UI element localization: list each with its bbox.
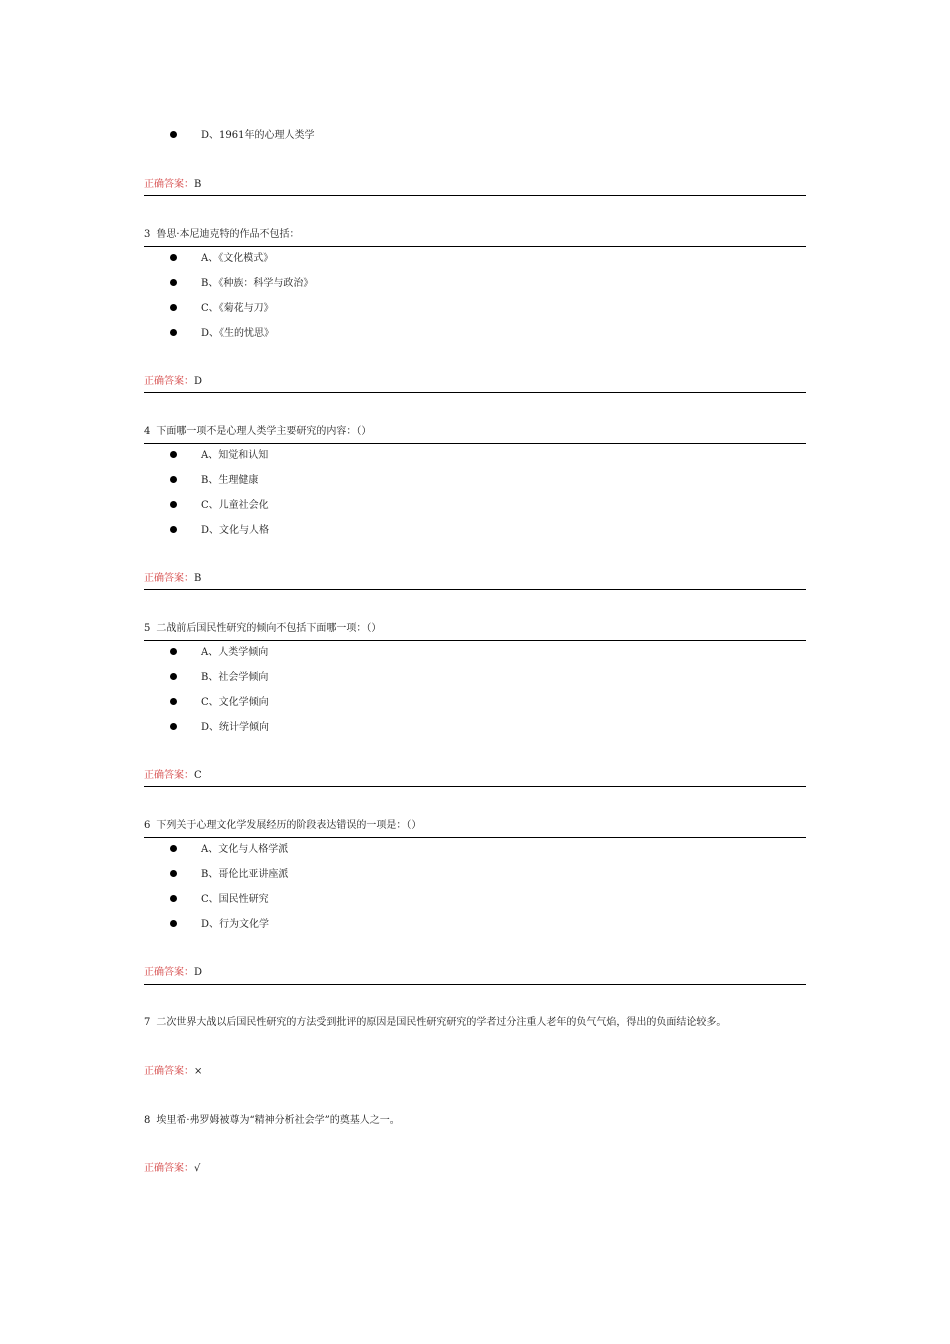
question-text: 下面哪一项不是心理人类学主要研究的内容：（） [156, 426, 372, 437]
option-item [170, 669, 269, 687]
answer-label: 正确答案： [144, 1066, 194, 1077]
correct-answer [144, 375, 202, 389]
option-item [170, 275, 314, 293]
bullet-icon [170, 254, 177, 261]
option-text: C、儿童社会化 [201, 500, 269, 511]
answer-label: 正确答案： [144, 573, 194, 584]
option-text: D、行为文化学 [201, 919, 270, 930]
bullet-icon [170, 870, 177, 877]
option-text: C、《菊花与刀》 [201, 303, 274, 314]
option-text: C、国民性研究 [201, 894, 269, 905]
question-stem [144, 228, 300, 242]
option-text: D、《生的忧思》 [201, 328, 275, 339]
option-text: D、1961年的心理人类学 [201, 130, 315, 141]
answer-value: B [194, 179, 202, 190]
question-text: 下列关于心理文化学发展经历的阶段表达错误的一项是：（） [156, 820, 422, 831]
bullet-icon [170, 895, 177, 902]
correct-answer [144, 769, 202, 783]
question-text: 鲁思·本尼迪克特的作品不包括： [156, 229, 300, 240]
correct-answer [144, 1065, 202, 1079]
bullet-icon [170, 920, 177, 927]
bullet-icon [170, 526, 177, 533]
question-number: 3 [144, 229, 151, 240]
answer-value: √ [194, 1163, 201, 1174]
option-item [170, 472, 259, 490]
answer-value: C [194, 770, 202, 781]
divider [144, 443, 806, 444]
question-stem [144, 622, 381, 636]
bullet-icon [170, 329, 177, 336]
divider [144, 589, 806, 590]
divider [144, 640, 806, 641]
question-text: 二战前后国民性研究的倾向不包括下面哪一项：（） [156, 623, 382, 634]
option-text: B、生理健康 [201, 475, 259, 486]
answer-value: D [194, 967, 203, 978]
bullet-icon [170, 131, 177, 138]
answer-label: 正确答案： [144, 1163, 194, 1174]
option-text: D、文化与人格 [201, 525, 270, 536]
option-text: A、知觉和认知 [201, 450, 269, 461]
option-item [170, 694, 269, 712]
correct-answer [144, 178, 201, 192]
bullet-icon [170, 845, 177, 852]
bullet-icon [170, 304, 177, 311]
bullet-icon [170, 451, 177, 458]
option-text: A、文化与人格学派 [201, 844, 289, 855]
bullet-icon [170, 648, 177, 655]
bullet-icon [170, 279, 177, 286]
option-text: A、人类学倾向 [201, 647, 269, 658]
option-item [170, 719, 270, 737]
question-text: 埃里希·弗罗姆被尊为“精神分析社会学”的奠基人之一。 [156, 1115, 400, 1126]
divider [144, 984, 806, 985]
option-item [170, 644, 269, 662]
divider [144, 392, 806, 393]
question-number: 5 [144, 623, 151, 634]
divider [144, 246, 806, 247]
option-item [170, 250, 274, 268]
divider [144, 786, 806, 787]
answer-value: D [194, 376, 203, 387]
option-item [170, 891, 269, 909]
option-text: B、哥伦比亚讲座派 [201, 869, 289, 880]
bullet-icon [170, 673, 177, 680]
option-text: D、统计学倾向 [201, 722, 270, 733]
option-item [170, 447, 269, 465]
option-item [170, 325, 275, 343]
answer-label: 正确答案： [144, 376, 194, 387]
divider [144, 837, 806, 838]
option-item [170, 300, 274, 318]
question-text: 二次世界大战以后国民性研究的方法受到批评的原因是国民性研究研究的学者过分注重人老年的负气气焰，得出的负面结论较多。 [156, 1017, 727, 1028]
option-text: B、社会学倾向 [201, 672, 269, 683]
question-stem [144, 425, 371, 439]
question-number: 8 [144, 1115, 151, 1126]
question-number: 7 [144, 1017, 151, 1028]
option-text: A、《文化模式》 [201, 253, 274, 264]
bullet-icon [170, 476, 177, 483]
question-stem [144, 1016, 726, 1030]
option-text: B、《种族：科学与政治》 [201, 278, 314, 289]
divider [144, 195, 806, 196]
bullet-icon [170, 723, 177, 730]
correct-answer [144, 572, 201, 586]
option-text: C、文化学倾向 [201, 697, 269, 708]
option-item [170, 866, 289, 884]
bullet-icon [170, 698, 177, 705]
question-stem [144, 819, 421, 833]
question-number: 4 [144, 426, 151, 437]
question-number: 6 [144, 820, 151, 831]
answer-value: × [194, 1066, 203, 1077]
correct-answer [144, 966, 202, 980]
answer-label: 正确答案： [144, 770, 194, 781]
option-item [170, 522, 270, 540]
option-item [170, 841, 289, 859]
answer-label: 正确答案： [144, 179, 194, 190]
answer-value: B [194, 573, 202, 584]
question-stem [144, 1114, 400, 1128]
option-item [170, 916, 270, 934]
answer-label: 正确答案： [144, 967, 194, 978]
bullet-icon [170, 501, 177, 508]
option-item [170, 127, 315, 145]
correct-answer [144, 1162, 200, 1176]
option-item [170, 497, 269, 515]
